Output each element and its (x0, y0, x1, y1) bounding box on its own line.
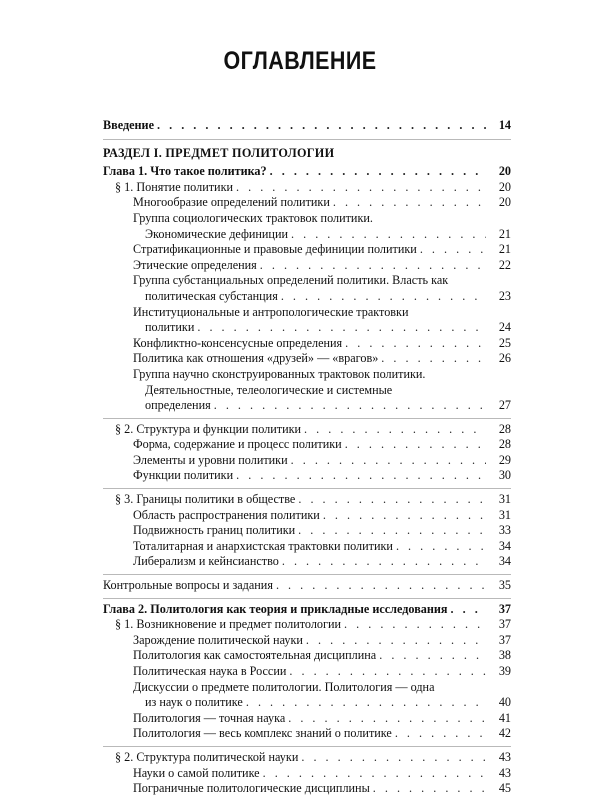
toc-entry-control-questions[interactable] (103, 578, 511, 594)
toc-entry-subsection[interactable] (103, 320, 511, 336)
toc-entry-label-line: Группа социологических трактовок политики. (133, 210, 373, 225)
leader-dots (323, 508, 486, 524)
toc-entry-subsection[interactable] (103, 648, 511, 664)
leader-dots (301, 750, 486, 766)
toc-entry-label: § 3. Границы политики в обществе (115, 492, 296, 507)
page-number: 40 (498, 695, 511, 710)
leader-dots (157, 118, 486, 134)
page-number: 37 (498, 632, 511, 647)
page-number: 41 (498, 710, 511, 725)
page-number: 37 (498, 601, 511, 616)
page-number: 31 (498, 507, 511, 522)
toc-entry-label: Контрольные вопросы и задания (103, 578, 273, 593)
leader-dots (289, 664, 486, 680)
page-number: 31 (498, 492, 511, 507)
toc-entry-label-line: Группа субстанциальных определений политики. Власть как (133, 273, 449, 288)
divider (103, 574, 511, 575)
toc-entry-label: Функции политики (133, 468, 234, 483)
toc-entry-label: Науки о самой политике (133, 765, 260, 780)
toc-entry-label: Политика как отношения «друзей» — «врагов» (133, 351, 379, 366)
page-number: 38 (498, 648, 511, 663)
toc-entry-label: Стратификационные и правовые дефиниции политики (133, 242, 417, 257)
leader-dots (379, 648, 486, 664)
divider (103, 746, 511, 747)
leader-dots (345, 336, 486, 352)
page-number: 34 (498, 538, 511, 553)
leader-dots (298, 523, 486, 539)
page-number: 23 (498, 288, 511, 303)
page-number: 27 (498, 398, 511, 413)
leader-dots (420, 242, 486, 258)
part-heading: РАЗДЕЛ I. ПРЕДМЕТ ПОЛИТОЛОГИИ (103, 145, 335, 160)
toc-entry-label: Политология как самостоятельная дисциплина (133, 648, 377, 663)
leader-dots (381, 351, 486, 367)
toc-entry-label: Пограничные политологические дисциплины (133, 781, 370, 796)
toc-entry-label: § 1. Понятие политики (115, 179, 234, 194)
page-number: 14 (498, 118, 511, 132)
toc-entry-label: § 2. Структура и функции политики (115, 421, 302, 436)
toc-entry-subsection[interactable] (103, 195, 511, 211)
leader-dots (291, 227, 486, 243)
toc-entry-label: Этические определения (133, 257, 257, 272)
toc-entry-label: Политология — весь комплекс знаний о политике (133, 726, 392, 741)
toc-entry-label-line: Группа научно сконструированных трактовок политики. (133, 366, 426, 381)
toc-entry-subsection[interactable] (103, 695, 511, 711)
leader-dots (306, 633, 486, 649)
leader-dots (333, 195, 486, 211)
toc-entry-subsection[interactable] (103, 258, 511, 274)
toc-entry-subsection[interactable] (103, 437, 511, 453)
leader-dots (263, 766, 486, 782)
page-number: 30 (498, 468, 511, 483)
toc-entry-subsection[interactable] (103, 398, 511, 414)
toc-entry-label: из наук о политике (145, 695, 243, 710)
table-of-contents (103, 118, 511, 797)
leader-dots (344, 617, 486, 633)
toc-entry-label: Экономические дефиниции (145, 226, 289, 241)
toc-entry-subsection[interactable] (103, 711, 511, 727)
toc-entry-label: Форма, содержание и процесс политики (133, 437, 342, 452)
leader-dots (304, 422, 486, 438)
page-number: 39 (498, 664, 511, 678)
toc-entry-label: Введение (103, 118, 154, 132)
divider (103, 139, 511, 140)
toc-entry-section[interactable] (103, 492, 511, 508)
page-number: 20 (498, 179, 511, 194)
toc-entry-subsection[interactable] (103, 726, 511, 742)
leader-dots (282, 554, 486, 570)
page-number: 29 (498, 452, 511, 467)
toc-entry-label: Многообразие определений политики (133, 195, 330, 210)
toc-entry-subsection[interactable] (103, 336, 511, 352)
toc-entry-label: Либерализм и кейнсианство (133, 554, 279, 569)
leader-dots (395, 726, 486, 742)
toc-entry-chapter-1[interactable] (103, 164, 511, 180)
leader-dots (236, 468, 486, 484)
toc-entry-label: § 2. Структура политической науки (115, 749, 299, 764)
leader-dots (214, 398, 486, 414)
toc-entry-label: Глава 2. Политология как теория и прикладные исследования (103, 601, 448, 616)
toc-entry-chapter-2[interactable] (103, 602, 511, 618)
leader-dots (236, 180, 486, 196)
page-number: 21 (498, 226, 511, 241)
leader-dots (281, 289, 486, 305)
leader-dots (291, 453, 486, 469)
leader-dots (396, 539, 486, 555)
leader-dots (298, 492, 486, 508)
toc-entry-subsection[interactable] (103, 351, 511, 367)
page-number: 24 (498, 320, 511, 335)
leader-dots (270, 164, 486, 180)
toc-entry-section[interactable] (103, 750, 511, 766)
divider (103, 488, 511, 489)
toc-entry-section[interactable] (103, 422, 511, 438)
leader-dots (345, 437, 486, 453)
toc-entry-label: § 1. Возникновение и предмет политологии (115, 617, 342, 632)
toc-entry-label-line: Деятельностные, телеологические и системные (145, 382, 393, 397)
toc-entry-section[interactable] (103, 617, 511, 633)
leader-dots (451, 602, 486, 618)
toc-entry-subsection[interactable] (103, 781, 511, 797)
leader-dots (276, 578, 486, 594)
toc-entry-label: определения (145, 398, 211, 413)
page-number: 33 (498, 523, 511, 538)
toc-entry-section[interactable] (103, 180, 511, 196)
toc-entry-intro[interactable] (103, 118, 511, 134)
toc-entry-subsection[interactable] (103, 227, 511, 243)
toc-entry-label: Подвижность границ политики (133, 523, 296, 538)
page-number: 43 (498, 749, 511, 764)
toc-entry-label: Область распространения политики (133, 507, 320, 522)
toc-entry-label: Конфликтно-консенсусные определения (133, 335, 343, 350)
toc-entry-label: Тоталитарная и анархистская трактовки политики (133, 538, 393, 553)
toc-entry-subsection[interactable] (103, 508, 511, 524)
toc-entry-label-line: Институциональные и антропологические трактовки (133, 304, 409, 319)
page-number: 22 (498, 257, 511, 272)
divider (103, 598, 511, 599)
toc-entry-label: политическая субстанция (145, 288, 278, 303)
toc-entry-label: Зарождение политической науки (133, 632, 303, 647)
leader-dots (197, 320, 486, 336)
toc-entry-label: Политическая наука в России (133, 664, 287, 678)
page-number: 37 (498, 617, 511, 632)
page-number: 35 (498, 578, 511, 593)
page-number: 20 (498, 195, 511, 210)
toc-entry-label: Элементы и уровни политики (133, 452, 288, 467)
page-number: 28 (498, 437, 511, 452)
page-number: 43 (498, 765, 511, 780)
page-number: 45 (498, 781, 511, 796)
leader-dots (260, 258, 486, 274)
page-number: 34 (498, 554, 511, 569)
page-number: 25 (498, 335, 511, 350)
toc-entry-subsection[interactable] (103, 523, 511, 539)
page-number: 26 (498, 351, 511, 366)
toc-entry-subsection[interactable] (103, 289, 511, 305)
divider (103, 418, 511, 419)
page-number: 42 (498, 726, 511, 741)
toc-entry-subsection[interactable] (103, 766, 511, 782)
toc-entry-subsection[interactable] (103, 453, 511, 469)
page-number: 21 (498, 242, 511, 257)
toc-entry-label: Глава 1. Что такое политика? (103, 164, 267, 179)
toc-entry-label: политики (145, 320, 195, 335)
toc-entry-subsection[interactable] (103, 633, 511, 649)
page-number: 28 (498, 421, 511, 436)
toc-entry-subsection[interactable] (103, 664, 511, 680)
toc-entry-subsection[interactable] (103, 242, 511, 258)
leader-dots (288, 711, 486, 727)
page-title: ОГЛАВЛЕНИЕ (223, 47, 377, 75)
toc-entry-label: Политология — точная наука (133, 710, 286, 725)
toc-entry-label-line: Дискуссии о предмете политологии. Политология — одна (133, 679, 435, 694)
leader-dots (373, 781, 486, 797)
leader-dots (246, 695, 486, 711)
toc-entry-subsection[interactable] (103, 554, 511, 570)
toc-entry-subsection[interactable] (103, 468, 511, 484)
page-number: 20 (498, 164, 511, 179)
toc-entry-subsection[interactable] (103, 539, 511, 555)
